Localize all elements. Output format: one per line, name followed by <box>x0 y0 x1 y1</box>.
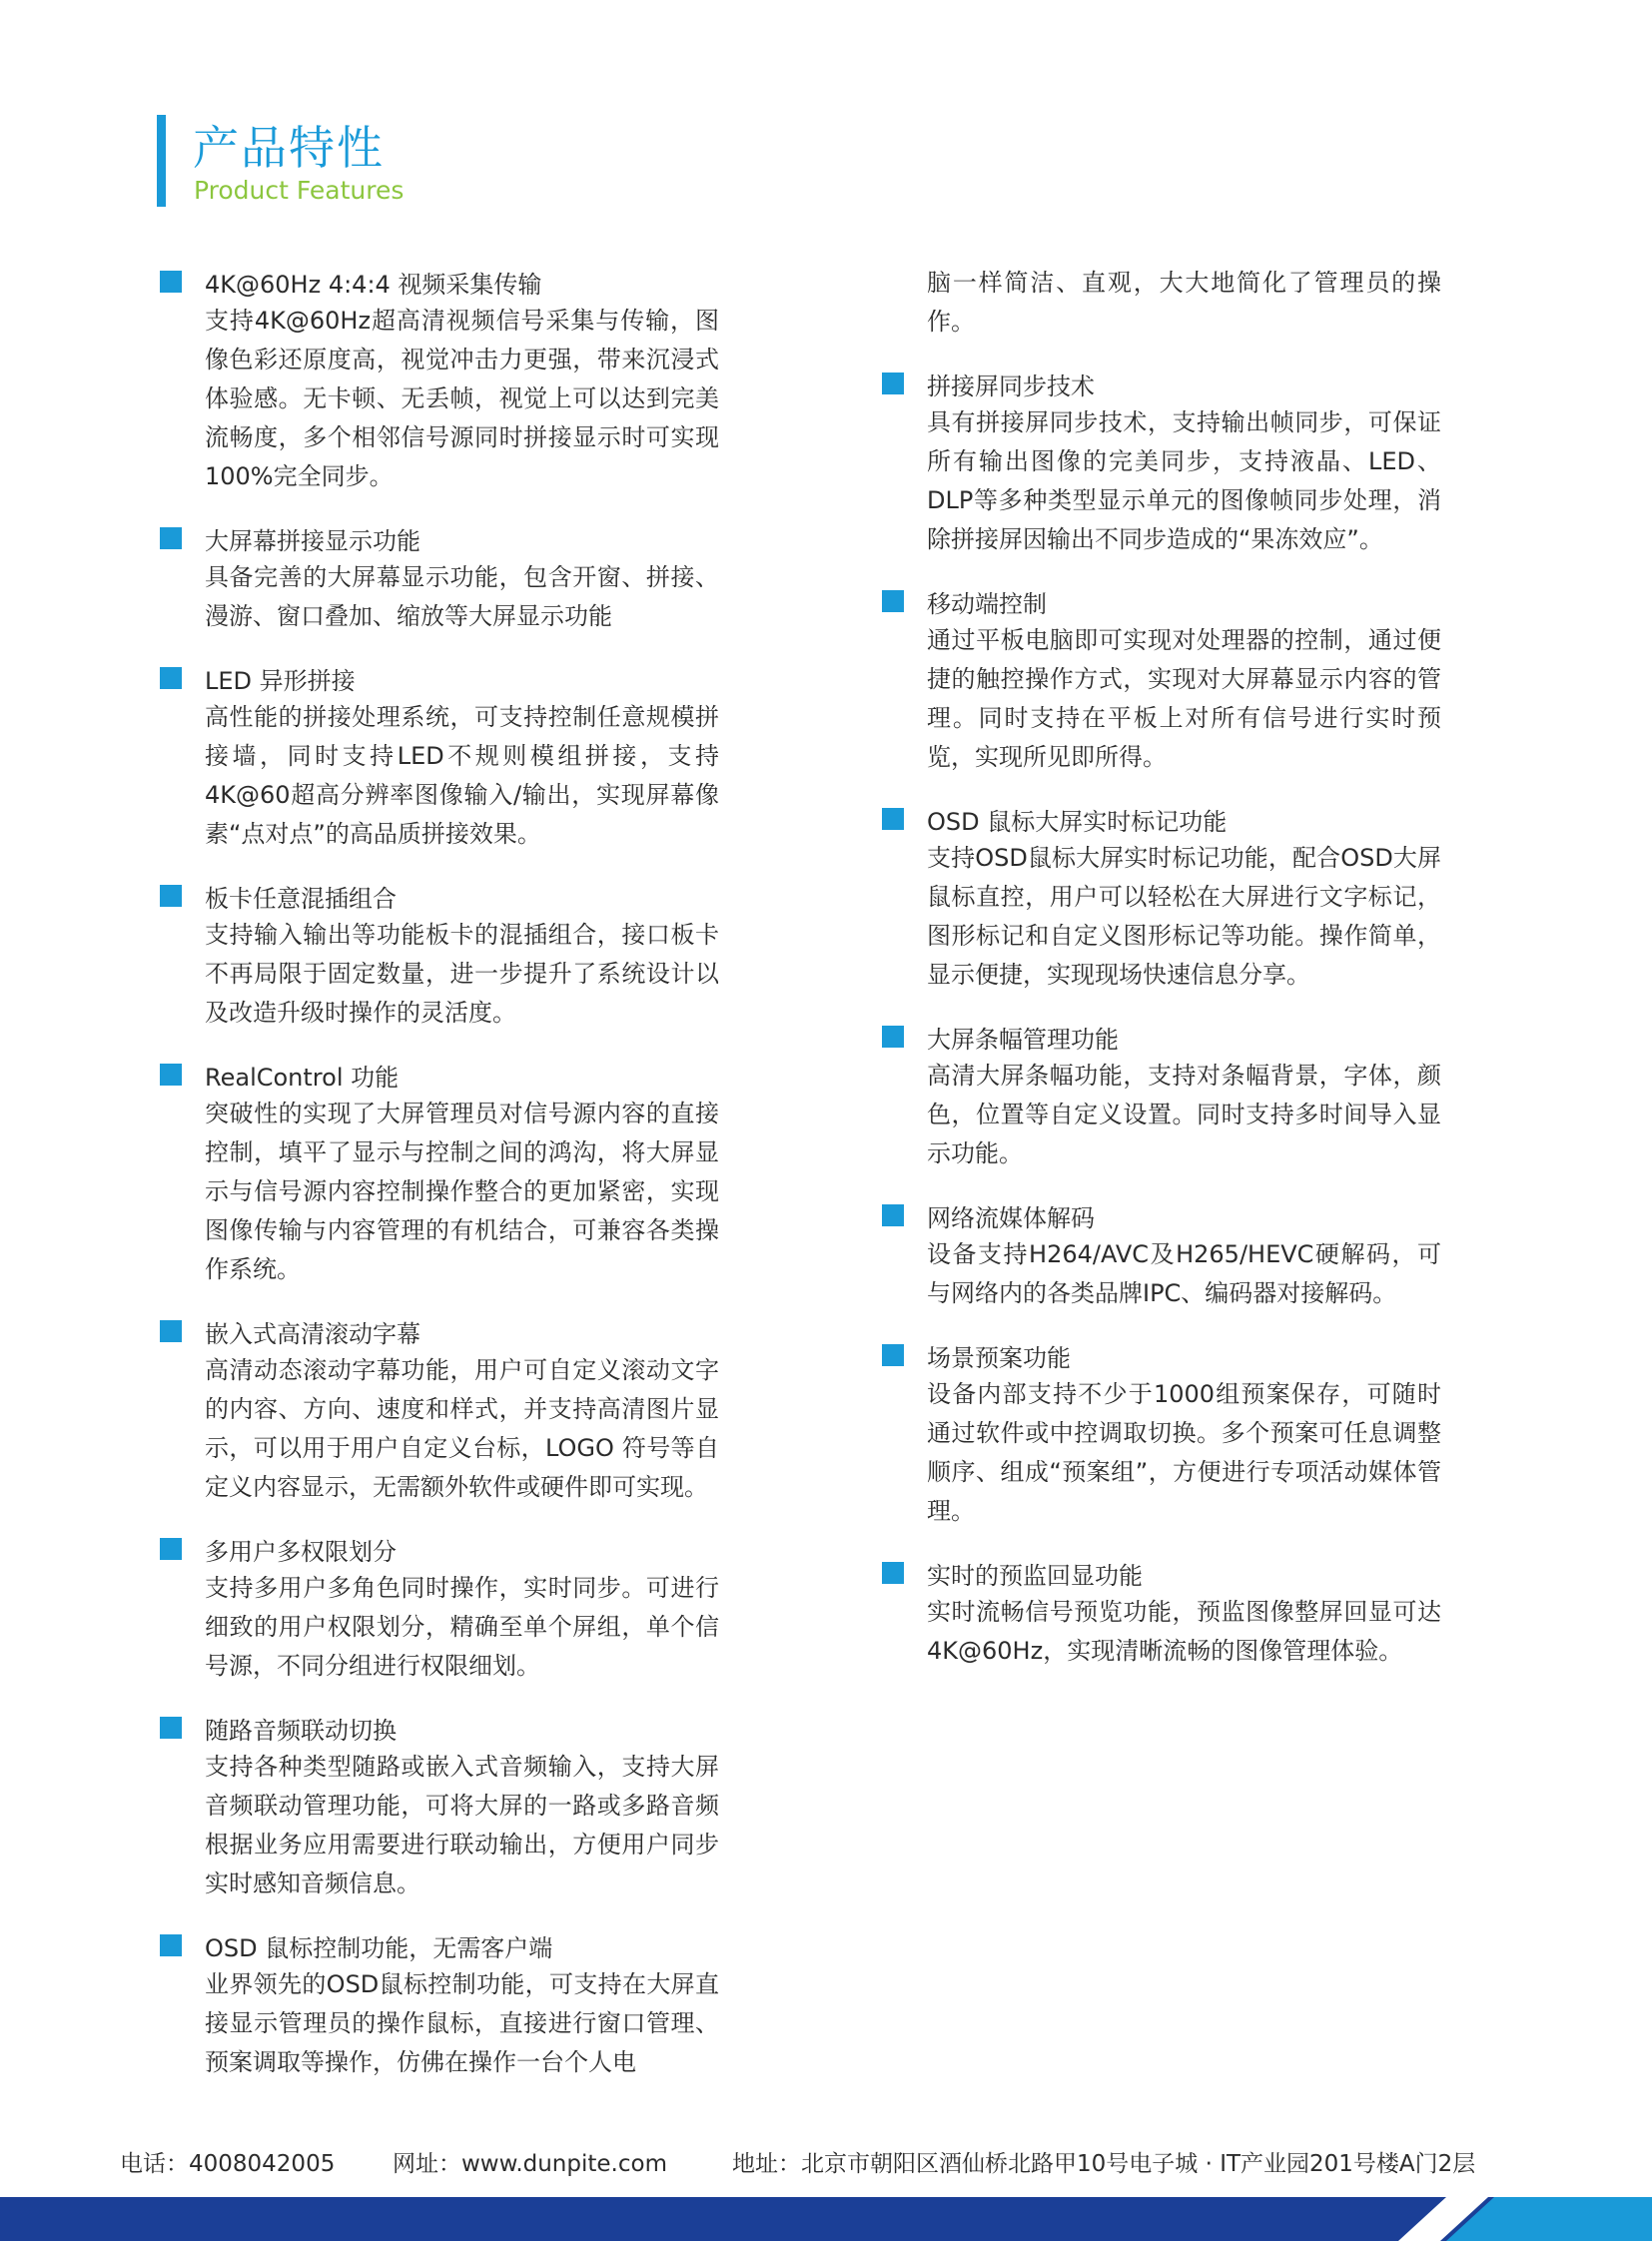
feature-item <box>160 262 719 496</box>
feature-title: 移动端控制 <box>927 589 1047 618</box>
feature-title: 实时的预监回显功能 <box>927 1561 1143 1590</box>
feature-title: 大屏幕拼接显示功能 <box>205 526 420 555</box>
feature-title: 嵌入式高清滚动字幕 <box>205 1319 420 1348</box>
feature-title: 场景预案功能 <box>927 1343 1071 1372</box>
bullet-square-icon <box>882 1026 904 1048</box>
feature-item <box>882 1335 1441 1531</box>
continued-description: 脑一样简洁、直观，大大地简化了管理员的操作。 <box>927 269 1441 336</box>
footer-website[interactable]: 网址：www.dunpite.com <box>393 2151 667 2177</box>
feature-title: 4K@60Hz 4:4:4 视频采集传输 <box>205 270 542 299</box>
feature-description: 业界领先的OSD鼠标控制功能，可支持在大屏直接显示管理员的操作鼠标，直接进行窗口管理、预案调取等操作，仿佛在操作一台个人电 <box>205 1970 719 2076</box>
bullet-square-icon <box>160 1064 182 1086</box>
feature-item <box>160 1311 719 1507</box>
bullet-square-icon <box>160 885 182 907</box>
right-column <box>882 264 1441 1693</box>
bullet-square-icon <box>160 667 182 689</box>
bottom-decorative-band <box>0 2197 1652 2241</box>
feature-item <box>160 1055 719 1289</box>
feature-item <box>882 1017 1441 1173</box>
feature-title: 网络流媒体解码 <box>927 1203 1095 1232</box>
bullet-square-icon <box>882 373 904 394</box>
bullet-square-icon <box>160 1538 182 1560</box>
feature-item <box>882 1553 1441 1671</box>
feature-description: 支持OSD鼠标大屏实时标记功能，配合OSD大屏鼠标直控，用户可以轻松在大屏进行文字标记，图形标记和自定义图形标记等功能。操作简单，显示便捷，实现现场快速信息分享。 <box>927 844 1441 989</box>
feature-title: 多用户多权限划分 <box>205 1537 397 1566</box>
feature-item <box>160 1708 719 1903</box>
feature-description: 高性能的拼接处理系统，可支持控制任意规模拼接墙，同时支持LED不规则模组拼接，支持4K@60超高分辨率图像输入/输出，实现屏幕像素“点对点”的高品质拼接效果。 <box>205 703 719 848</box>
bullet-square-icon <box>882 1204 904 1226</box>
feature-title: LED 异形拼接 <box>205 666 356 695</box>
feature-description: 高清动态滚动字幕功能，用户可自定义滚动文字的内容、方向、速度和样式，并支持高清图片显示，可以用于用户自定义台标，LOGO 符号等自定义内容显示，无需额外软件或硬件即可实现。 <box>205 1356 719 1501</box>
feature-item <box>882 364 1441 559</box>
feature-description: 实时流畅信号预览功能，预监图像整屏回显可达4K@60Hz，实现清晰流畅的图像管理体验。 <box>927 1598 1441 1665</box>
footer-address: 地址：北京市朝阳区酒仙桥北路甲10号电子城 · IT产业园201号楼A门2层 <box>732 2151 1476 2177</box>
bullet-square-icon <box>882 1344 904 1366</box>
feature-description: 通过平板电脑即可实现对处理器的控制，通过便捷的触控操作方式，实现对大屏幕显示内容的管理。同时支持在平板上对所有信号进行实时预览，实现所见即所得。 <box>927 626 1441 771</box>
feature-title: 随路音频联动切换 <box>205 1716 397 1745</box>
feature-description: 具备完善的大屏幕显示功能，包含开窗、拼接、漫游、窗口叠加、缩放等大屏显示功能 <box>205 563 719 630</box>
feature-item <box>882 581 1441 777</box>
feature-description: 突破性的实现了大屏管理员对信号源内容的直接控制，填平了显示与控制之间的鸿沟，将大屏显示与信号源内容控制操作整合的更加紧密，实现图像传输与内容管理的有机结合，可兼容各类操作系统。 <box>205 1100 719 1283</box>
feature-item <box>882 799 1441 995</box>
header-accent-bar <box>157 115 166 207</box>
bullet-square-icon <box>882 808 904 830</box>
feature-description: 具有拼接屏同步技术，支持输出帧同步，可保证所有输出图像的完美同步，支持液晶、LED、DLP等多种类型显示单元的图像帧同步处理，消除拼接屏因输出不同步造成的“果冻效应”。 <box>927 408 1441 553</box>
bullet-square-icon <box>882 590 904 612</box>
feature-title: OSD 鼠标大屏实时标记功能 <box>927 807 1228 836</box>
feature-description: 设备支持H264/AVC及H265/HEVC硬解码，可与网络内的各类品牌IPC、编码器对接解码。 <box>927 1240 1441 1307</box>
feature-title: 拼接屏同步技术 <box>927 372 1095 400</box>
feature-title: 大屏条幅管理功能 <box>927 1025 1119 1054</box>
bullet-square-icon <box>160 1717 182 1739</box>
feature-description: 支持各种类型随路或嵌入式音频输入，支持大屏音频联动管理功能，可将大屏的一路或多路音频根据业务应用需要进行联动输出，方便用户同步实时感知音频信息。 <box>205 1753 719 1897</box>
page-title: 产品特性 <box>193 121 385 175</box>
feature-item <box>160 658 719 854</box>
left-column <box>160 262 719 2104</box>
feature-title: 板卡任意混插组合 <box>205 884 397 913</box>
bullet-square-icon <box>160 1934 182 1956</box>
feature-item <box>160 1529 719 1686</box>
feature-description: 支持4K@60Hz超高清视频信号采集与传输，图像色彩还原度高，视觉冲击力更强，带来沉浸式体验感。无卡顿、无丢帧，视觉上可以达到完美流畅度，多个相邻信号源同时拼接显示时可实现100%完全同步。 <box>205 307 719 490</box>
feature-description: 设备内部支持不少于1000组预案保存，可随时通过软件或中控调取切换。多个预案可任息调整顺序、组成“预案组”，方便进行专项活动媒体管理。 <box>927 1380 1441 1525</box>
feature-item <box>160 518 719 636</box>
feature-title: RealControl 功能 <box>205 1063 400 1092</box>
bullet-square-icon <box>160 1320 182 1342</box>
feature-item <box>160 1925 719 2082</box>
bullet-square-icon <box>160 271 182 293</box>
footer-contact <box>0 2145 1652 2181</box>
bullet-square-icon <box>882 1562 904 1584</box>
feature-description: 高清大屏条幅功能，支持对条幅背景，字体，颜色，位置等自定义设置。同时支持多时间导入显示功能。 <box>927 1062 1441 1167</box>
bullet-square-icon <box>160 527 182 549</box>
feature-description: 支持输入输出等功能板卡的混插组合，接口板卡不再局限于固定数量，进一步提升了系统设计以及改造升级时操作的灵活度。 <box>205 921 719 1027</box>
feature-item <box>882 1195 1441 1313</box>
feature-description: 支持多用户多角色同时操作，实时同步。可进行细致的用户权限划分，精确至单个屏组，单个信号源，不同分组进行权限细划。 <box>205 1574 719 1680</box>
feature-title: OSD 鼠标控制功能，无需客户端 <box>205 1933 553 1962</box>
footer-phone: 电话：4008042005 <box>120 2151 336 2177</box>
page-subtitle: Product Features <box>194 176 405 205</box>
feature-item <box>160 876 719 1033</box>
